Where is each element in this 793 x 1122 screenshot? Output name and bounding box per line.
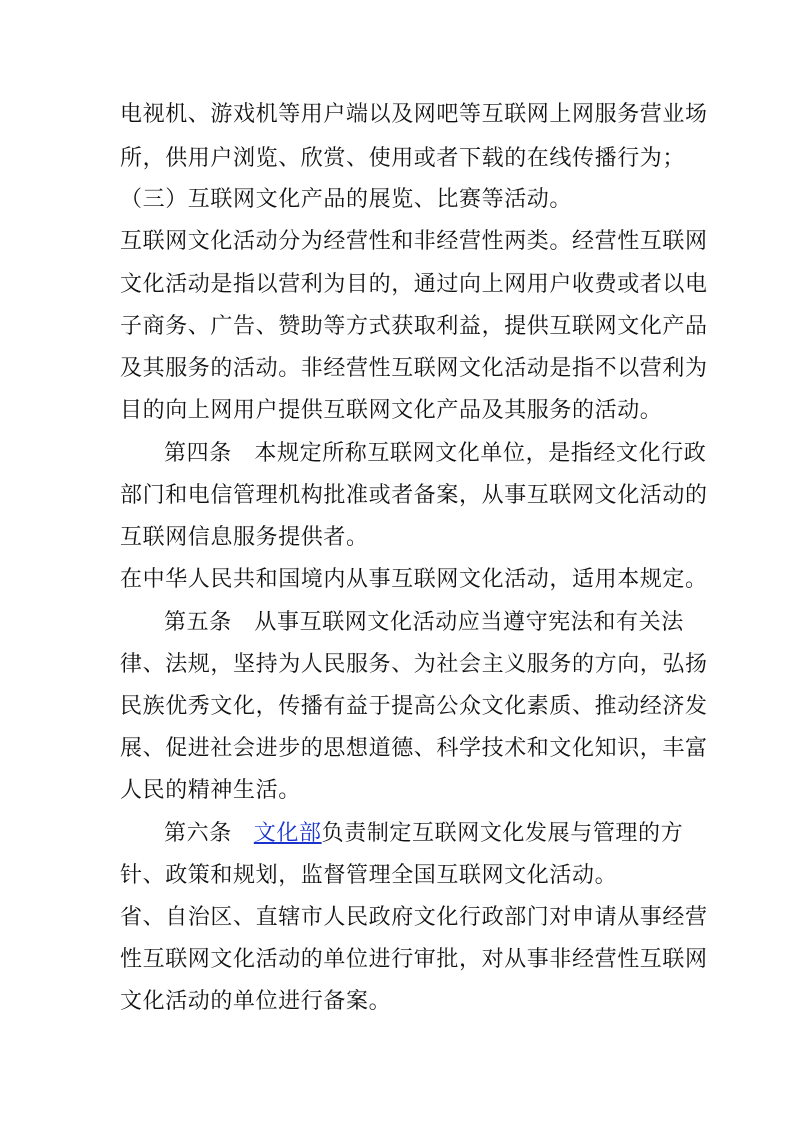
text-line: 人民的精神生活。 — [120, 778, 301, 803]
text-line: 针、政策和规划，监督管理全国互联网文化活动。 — [120, 863, 618, 888]
text-line: 文化活动的单位进行备案。 — [120, 989, 392, 1014]
article-6-label: 第六条 — [164, 821, 232, 846]
text-line: 性互联网文化活动的单位进行审批，对从事非经营性互联网 — [120, 947, 708, 972]
article-6-heading-line — [164, 820, 683, 848]
text-line: 展、促进社会进步的思想道德、科学技术和文化知识，丰富 — [120, 736, 708, 761]
text-line: 子商务、广告、赞助等方式获取利益，提供互联网文化产品 — [120, 314, 708, 339]
text-line: 民族优秀文化，传播有益于提高公众文化素质、推动经济发 — [120, 694, 708, 719]
text-line: 文化活动是指以营利为目的，通过向上网用户收费或者以电 — [120, 272, 708, 297]
ministry-of-culture-link[interactable]: 文化部 — [253, 821, 322, 846]
article-4-heading-line: 第四条 本规定所称互联网文化单位，是指经文化行政 — [164, 441, 707, 466]
text-line: 部门和电信管理机构批准或者备案，从事互联网文化活动的 — [120, 483, 708, 508]
article-6-text: 负责制定互联网文化发展与管理的方 — [321, 821, 684, 846]
text-line: （三）互联网文化产品的展览、比赛等活动。 — [120, 187, 573, 212]
text-line: 互联网信息服务提供者。 — [120, 525, 369, 550]
text-line: 律、法规，坚持为人民服务、为社会主义服务的方向，弘扬 — [120, 652, 708, 677]
article-5-heading-line: 第五条 从事互联网文化活动应当遵守宪法和有关法 — [164, 610, 684, 635]
text-line: 及其服务的活动。非经营性互联网文化活动是指不以营利为 — [120, 356, 708, 381]
text-line: 在中华人民共和国境内从事互联网文化活动，适用本规定。 — [120, 567, 708, 592]
text-line: 互联网文化活动分为经营性和非经营性两类。经营性互联网 — [120, 229, 708, 254]
text-line: 省、自治区、直辖市人民政府文化行政部门对申请从事经营 — [120, 905, 708, 930]
text-line: 电视机、游戏机等用户端以及网吧等互联网上网服务营业场 — [120, 102, 708, 127]
text-line: 目的向上网用户提供互联网文化产品及其服务的活动。 — [120, 398, 663, 423]
text-line: 所，供用户浏览、欣赏、使用或者下载的在线传播行为； — [120, 146, 686, 171]
